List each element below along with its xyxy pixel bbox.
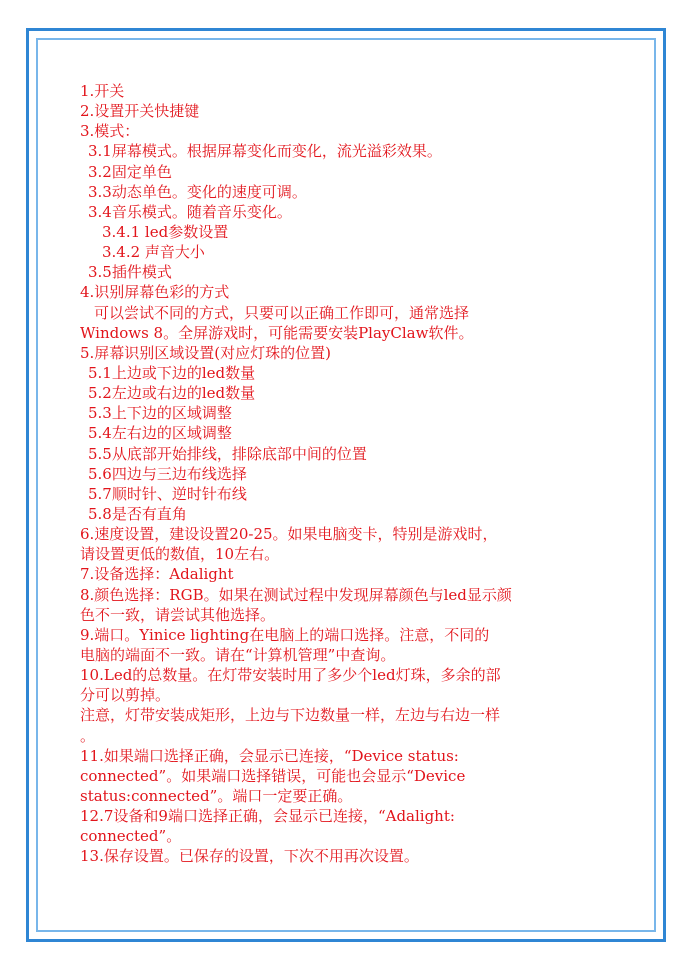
instruction-line: 请设置更低的数值，10左右。 (80, 545, 280, 564)
instruction-line: 8.颜色选择：RGB。如果在测试过程中发现屏幕颜色与led显示颜 (80, 585, 512, 604)
instruction-line: 10.Led的总数量。在灯带安装时用了多少个led灯珠，多余的部 (80, 666, 501, 685)
instruction-line: 3.模式： (80, 122, 140, 141)
instruction-line: 3.1屏幕模式。根据屏幕变化而变化，流光溢彩效果。 (88, 142, 442, 161)
instruction-line: 5.6四边与三边布线选择 (88, 464, 247, 483)
instruction-line: 4.识别屏幕色彩的方式 (80, 283, 230, 302)
instruction-line: status:connected”。端口一定要正确。 (80, 786, 353, 805)
instruction-line: 3.5插件模式 (88, 263, 172, 282)
instruction-line: 2.设置开关快捷键 (80, 102, 200, 121)
instruction-line: connected”。如果端口选择错误，可能也会显示“Device (80, 766, 466, 785)
instruction-line: 1.开关 (80, 82, 125, 100)
instruction-line: 12.7设备和9端口选择正确，会显示已连接，“Adalight: (80, 807, 455, 826)
instruction-line: 5.7顺时针、逆时针布线 (88, 484, 247, 503)
instruction-line: 可以尝试不同的方式，只要可以正确工作即可，通常选择 (94, 303, 470, 322)
instruction-line: Windows 8。全屏游戏时，可能需要安装PlayClaw软件。 (80, 323, 474, 342)
instruction-line: 3.4.1 led参数设置 (102, 222, 229, 241)
instruction-line: 13.保存设置。已保存的设置，下次不用再次设置。 (80, 847, 419, 866)
instruction-line: 色不一致，请尝试其他选择。 (80, 605, 276, 624)
instruction-line: 3.4.2 声音大小 (102, 243, 205, 262)
instruction-line: 5.8是否有直角 (88, 504, 187, 523)
instruction-line: 5.3上下边的区域调整 (88, 404, 232, 423)
instruction-line: 7.设备选择：Adalight (80, 565, 234, 584)
instruction-line: 3.3动态单色。变化的速度可调。 (88, 182, 307, 201)
instruction-line: 3.2固定单色 (88, 162, 172, 181)
instruction-line: 5.1上边或下边的led数量 (88, 363, 256, 382)
instruction-line: 5.2左边或右边的led数量 (88, 384, 256, 403)
instruction-line: 11.如果端口选择正确，会显示已连接，“Device status: (80, 746, 459, 765)
instruction-line: 3.4音乐模式。随着音乐变化。 (88, 202, 292, 221)
instruction-line: 5.4左右边的区域调整 (88, 424, 232, 443)
instruction-line: 电脑的端面不一致。请在“计算机管理”中查询。 (80, 645, 396, 664)
instruction-line: 。 (80, 726, 96, 745)
instruction-line: 注意，灯带安装成矩形，上边与下边数量一样，左边与右边一样 (80, 706, 501, 725)
instruction-line: 6.速度设置，建设设置20-25。如果电脑变卡，特别是游戏时， (80, 525, 498, 544)
instruction-line: 分可以剪掉。 (80, 686, 171, 705)
instruction-line: connected”。 (80, 827, 182, 846)
instruction-line: 9.端口。Yinice lighting在电脑上的端口选择。注意，不同的 (80, 625, 490, 644)
instruction-line: 5.屏幕识别区域设置(对应灯珠的位置) (80, 343, 332, 362)
instruction-line: 5.5从底部开始排线，排除底部中间的位置 (88, 444, 367, 463)
instruction-list (80, 81, 640, 866)
